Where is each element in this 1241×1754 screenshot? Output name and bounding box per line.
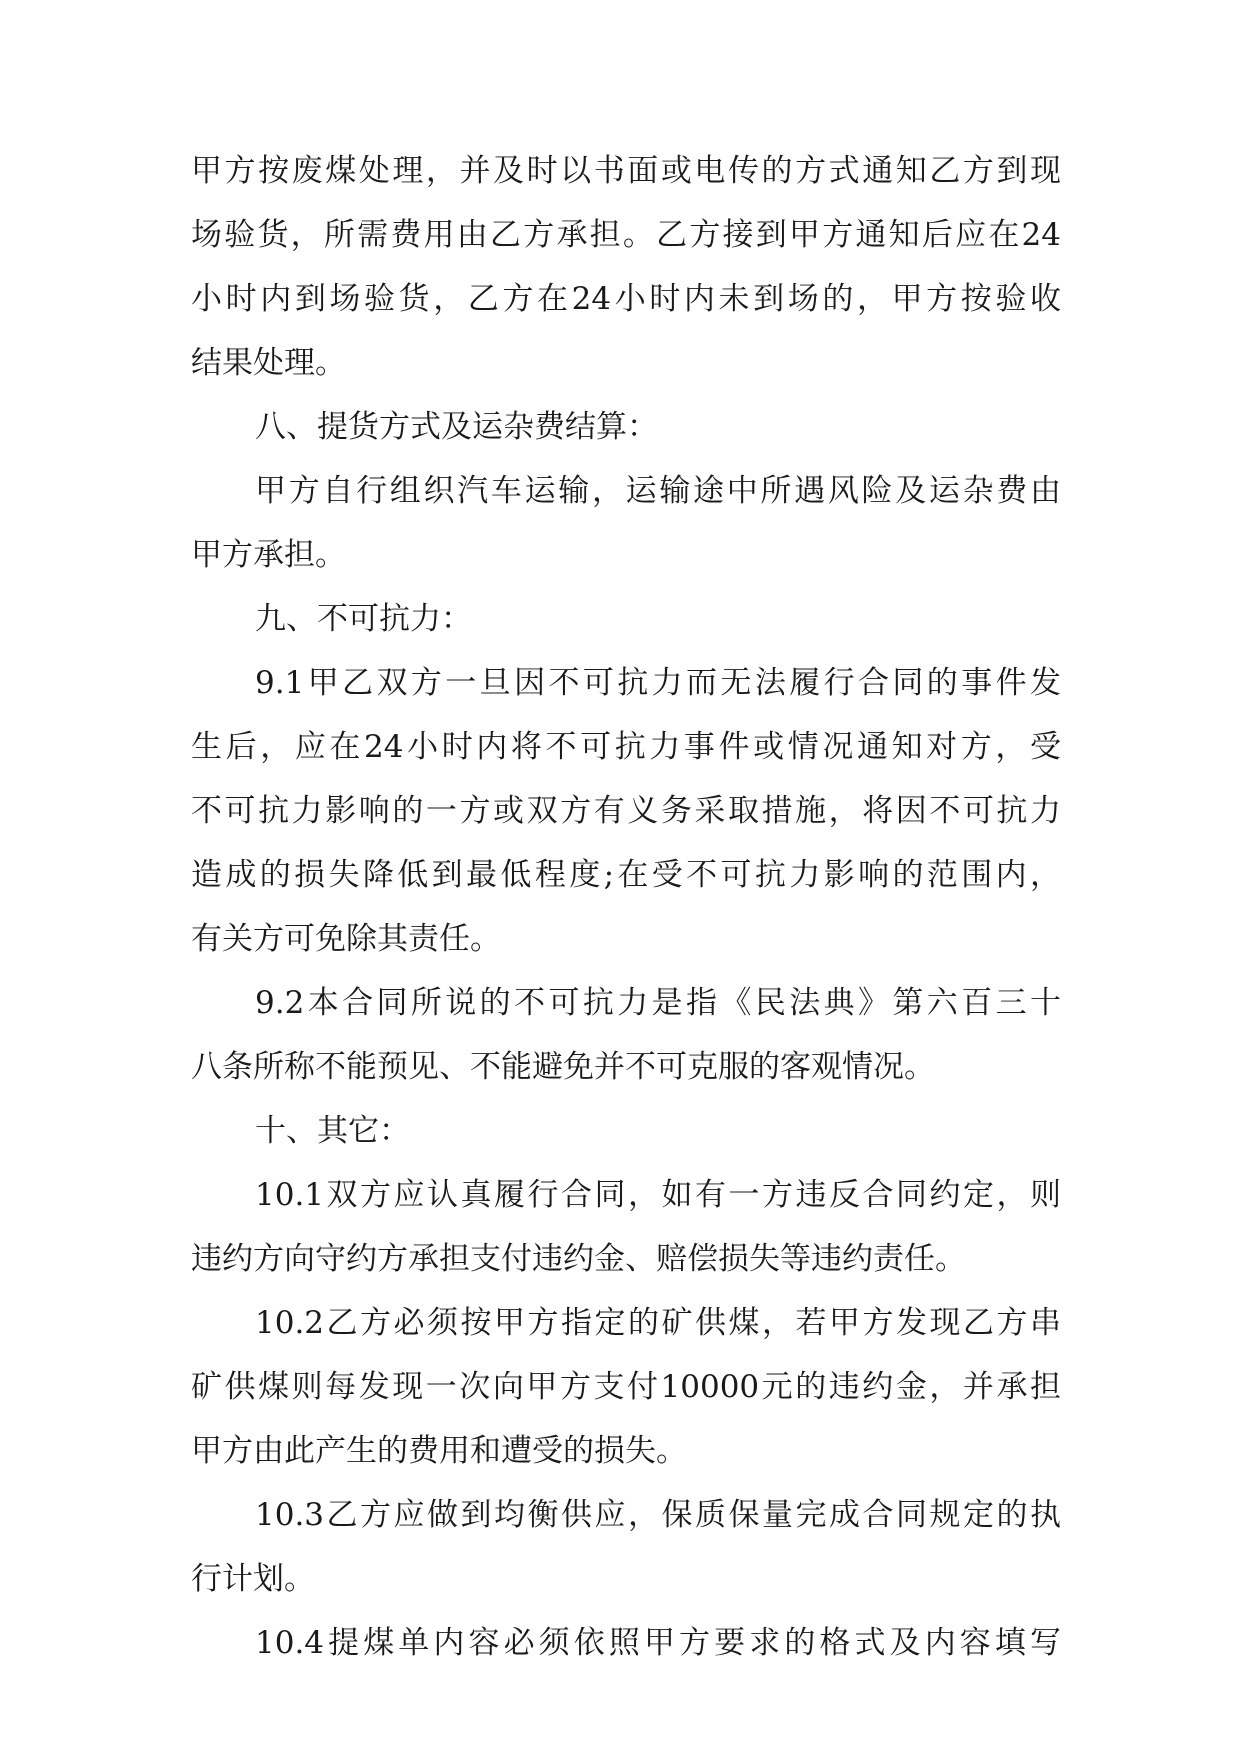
text-line: 结果处理。	[191, 345, 346, 381]
clause-9-2: 9.2本合同所说的不可抗力是指《民法典》第六百三十	[255, 985, 1061, 1021]
section-heading-10: 十、其它：	[255, 1113, 410, 1149]
text-line: 有关方可免除其责任。	[191, 921, 501, 957]
section-heading-9: 九、不可抗力：	[255, 601, 472, 637]
clause-10-3: 10.3乙方应做到均衡供应，保质保量完成合同规定的执	[255, 1497, 1061, 1533]
text-line: 行计划。	[191, 1561, 315, 1597]
section-heading-8: 八、提货方式及运杂费结算：	[255, 409, 658, 445]
text-line: 八条所称不能预见、不能避免并不可克服的客观情况。	[191, 1049, 935, 1085]
text-line: 造成的损失降低到最低程度;在受不可抗力影响的范围内，	[191, 857, 1061, 893]
text-line: 生后，应在24小时内将不可抗力事件或情况通知对方，受	[191, 729, 1061, 765]
text-line: 甲方按废煤处理，并及时以书面或电传的方式通知乙方到现	[191, 153, 1061, 189]
text-line: 场验货，所需费用由乙方承担。乙方接到甲方通知后应在24	[191, 217, 1061, 253]
text-line: 矿供煤则每发现一次向甲方支付10000元的违约金，并承担	[191, 1369, 1061, 1405]
text-line: 不可抗力影响的一方或双方有义务采取措施，将因不可抗力	[191, 793, 1061, 829]
clause-10-1: 10.1双方应认真履行合同，如有一方违反合同约定，则	[255, 1177, 1061, 1213]
text-line: 违约方向守约方承担支付违约金、赔偿损失等违约责任。	[191, 1241, 966, 1277]
text-line: 小时内到场验货，乙方在24小时内未到场的，甲方按验收	[191, 281, 1061, 317]
contract-text	[191, 151, 1061, 1687]
clause-10-2: 10.2乙方必须按甲方指定的矿供煤，若甲方发现乙方串	[255, 1305, 1061, 1341]
text-line: 甲方由此产生的费用和遭受的损失。	[191, 1433, 687, 1469]
clause-9-1: 9.1甲乙双方一旦因不可抗力而无法履行合同的事件发	[255, 665, 1061, 701]
clause-10-4: 10.4提煤单内容必须依照甲方要求的格式及内容填写	[255, 1625, 1061, 1661]
text-line: 甲方承担。	[191, 537, 346, 573]
text-line: 甲方自行组织汽车运输，运输途中所遇风险及运杂费由	[255, 473, 1061, 509]
